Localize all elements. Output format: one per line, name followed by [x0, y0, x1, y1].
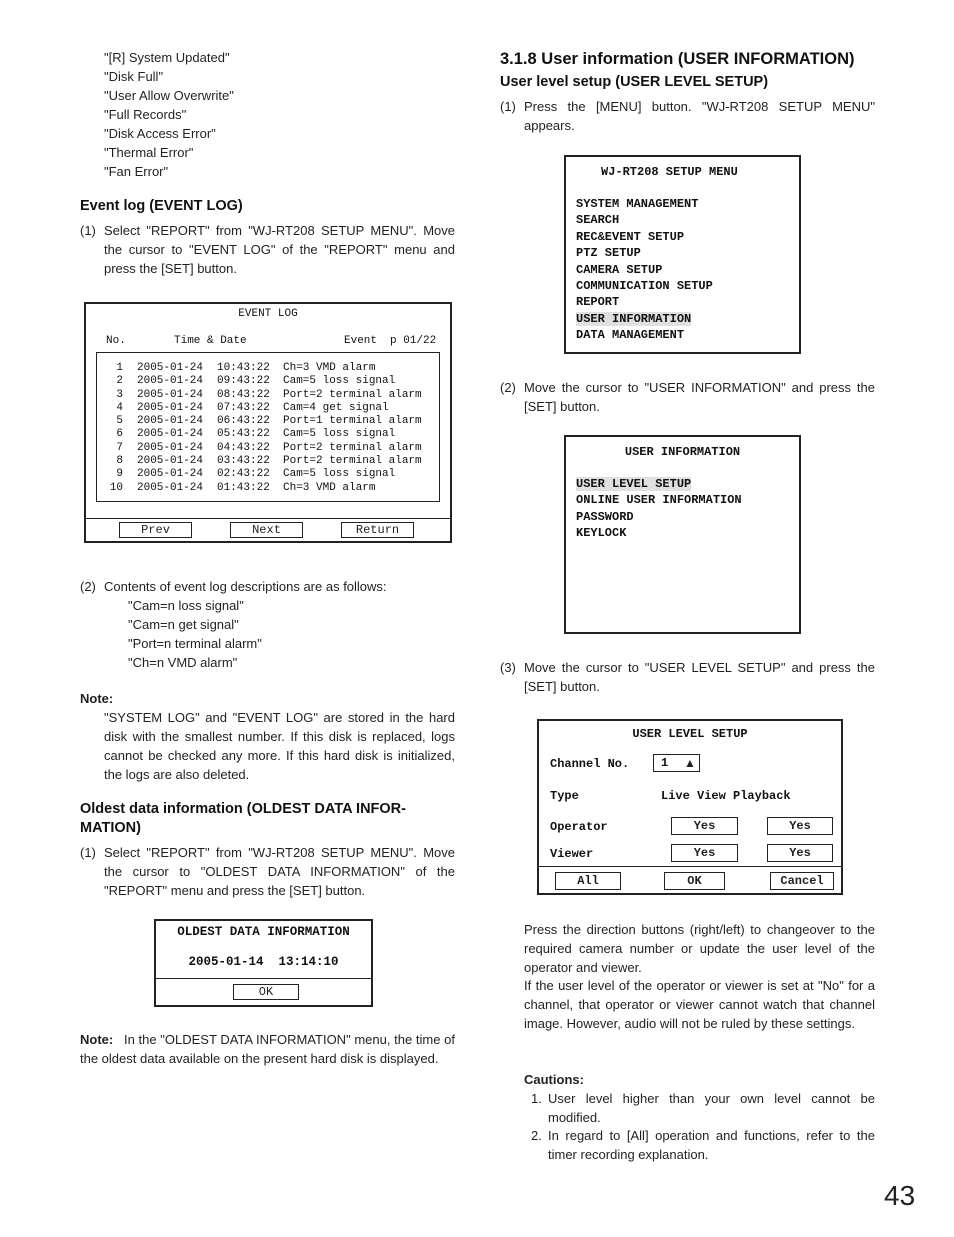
oldest-data-screen [154, 919, 373, 1007]
row-event: Cam=5 loss signal [283, 468, 396, 481]
column-header-no: No. [106, 335, 126, 347]
row-time: 03:43:22 [217, 455, 270, 468]
oldest-data-heading [80, 800, 450, 838]
setup-menu-title: WJ-RT208 SETUP MENU [601, 165, 738, 179]
row-event: Port=1 terminal alarm [283, 415, 422, 428]
oldest-data-heading-line1: Oldest data information (OLDEST DATA INFOR- [80, 801, 406, 817]
event-log-step1-text: Select "REPORT" from "WJ-RT208 SETUP MENU". Move the cursor to "EVENT LOG" of the "REPORT" menu and press the [SET] button. [104, 223, 455, 276]
row-no: 2 [116, 375, 123, 388]
row-time: 07:43:22 [217, 401, 270, 414]
menu-item-user-level-setup-label: USER LEVEL SETUP [576, 477, 692, 491]
page-number: 43 [884, 1180, 916, 1211]
type-header: Live View Playback [661, 789, 791, 803]
step1-number: (1) [500, 99, 516, 114]
row-no: 6 [116, 428, 123, 441]
row-date: 2005-01-24 [137, 375, 204, 388]
menu-item-user-level-setup[interactable] [576, 476, 742, 492]
table-row [101, 468, 443, 481]
row-event: Ch=3 VMD alarm [283, 362, 376, 374]
event-log-heading: Event log (EVENT LOG) [80, 198, 243, 214]
divider [86, 518, 450, 519]
row-event: Port=2 terminal alarm [283, 388, 422, 401]
paragraph-user-level-no: If the user level of the operator or viewer is set at "No" for a channel, that operator or viewer cannot watch that channel image. However, audio will not be ruled by these settings. [524, 978, 875, 1031]
step2-text: Move the cursor to "USER INFORMATION" and press the [SET] button. [524, 380, 875, 414]
prev-button[interactable]: Prev [119, 522, 192, 538]
row-time: 10:43:22 [217, 362, 270, 374]
step2-number: (2) [500, 380, 516, 395]
menu-item-search[interactable]: SEARCH [576, 213, 620, 228]
sub-heading: User level setup (USER LEVEL SETUP) [500, 74, 769, 90]
row-time: 05:43:22 [217, 428, 270, 441]
status-message-list [104, 48, 404, 181]
oldest-data-title: OLDEST DATA INFORMATION [177, 925, 350, 939]
step3-number: (3) [500, 660, 516, 675]
row-no: 3 [116, 388, 123, 401]
row-date: 2005-01-24 [137, 428, 204, 441]
list-item: "Cam=n get signal" [128, 617, 239, 632]
row-no: 1 [116, 362, 123, 374]
menu-item-user-information-label: USER INFORMATION [576, 311, 692, 326]
setup-menu-list [576, 196, 713, 344]
list-item: "Thermal Error" [104, 145, 194, 160]
table-row [101, 482, 443, 495]
viewer-live-view-toggle[interactable]: Yes [671, 844, 738, 862]
step1-text: Press the [MENU] button. "WJ-RT208 SETUP MENU" appears. [524, 99, 875, 133]
row-date: 2005-01-24 [137, 401, 204, 414]
table-row [101, 402, 443, 415]
row-date: 2005-01-24 [137, 468, 204, 481]
menu-item-user-information[interactable] [576, 311, 713, 327]
user-information-list [576, 476, 742, 542]
type-label: Type [550, 789, 579, 803]
row-no: 4 [116, 401, 123, 414]
user-level-setup-screen [537, 719, 843, 895]
user-information-title: USER INFORMATION [624, 445, 741, 459]
menu-item-data-management[interactable]: DATA MANAGEMENT [576, 328, 685, 343]
list-item: "[R] System Updated" [104, 50, 230, 65]
row-time: 06:43:22 [217, 415, 270, 428]
table-row [101, 428, 443, 441]
table-row [101, 455, 443, 468]
menu-item-system-management[interactable]: SYSTEM MANAGEMENT [576, 197, 699, 211]
menu-item-rec-event-setup[interactable]: REC&EVENT SETUP [576, 229, 685, 244]
column-header-event: Event [344, 335, 378, 347]
setup-menu-screen [564, 155, 801, 354]
list-item: "Port=n terminal alarm" [128, 636, 262, 651]
table-row [101, 362, 443, 375]
viewer-label: Viewer [550, 847, 594, 861]
list-item: "Full Records" [104, 107, 187, 122]
row-no: 10 [109, 481, 123, 494]
cancel-button[interactable]: Cancel [770, 872, 834, 890]
oldest-data-heading-line2: MATION) [80, 820, 141, 836]
operator-playback-toggle[interactable]: Yes [767, 817, 833, 835]
row-time: 08:43:22 [217, 388, 270, 401]
operator-label: Operator [550, 820, 608, 834]
all-button[interactable]: All [555, 872, 621, 890]
row-event: Ch=3 VMD alarm [283, 481, 376, 494]
row-date: 2005-01-24 [137, 362, 204, 374]
caution-1-number: 1. [531, 1091, 542, 1106]
oldest-step1-text: Select "REPORT" from "WJ-RT208 SETUP MENU". Move the cursor to "OLDEST DATA INFORMATION" of the "REPORT" menu and press the [SET] button. [104, 845, 455, 898]
operator-live-view-toggle[interactable]: Yes [671, 817, 738, 835]
user-level-setup-title: USER LEVEL SETUP [632, 727, 748, 741]
caution-2-text: In regard to [All] operation and functions, refer to the timer recording explanation. [548, 1128, 875, 1162]
list-item: "Ch=n VMD alarm" [128, 655, 238, 670]
row-time: 04:43:22 [217, 441, 270, 454]
event-log-title: EVENT LOG [238, 308, 298, 320]
row-date: 2005-01-24 [137, 455, 204, 468]
menu-item-password[interactable]: PASSWORD [576, 509, 634, 524]
row-event: Cam=5 loss signal [283, 428, 396, 441]
up-arrow-icon[interactable]: ▲ [684, 756, 696, 770]
oldest-data-value: 2005-01-14 13:14:10 [188, 955, 339, 969]
caution-1-text: User level higher than your own level cannot be modified. [548, 1091, 875, 1125]
divider [156, 978, 371, 979]
row-event: Cam=5 loss signal [283, 375, 396, 388]
caution-2-number: 2. [531, 1128, 542, 1143]
row-event: Port=2 terminal alarm [283, 441, 422, 454]
note-label: Note: [80, 1032, 114, 1047]
table-row [101, 415, 443, 428]
channel-select[interactable] [653, 754, 700, 772]
menu-item-communication-setup[interactable]: COMMUNICATION SETUP [576, 279, 713, 294]
row-time: 02:43:22 [217, 468, 270, 481]
step3-text: Move the cursor to "USER LEVEL SETUP" and press the [SET] button. [524, 660, 875, 694]
note-text: "SYSTEM LOG" and "EVENT LOG" are stored in the hard disk with the smallest number. If this disk is replaced, logs cannot be checked any more. If this hard disk is initialized, the logs are also deleted. [104, 710, 455, 782]
row-time: 01:43:22 [217, 481, 270, 494]
event-log-screen [84, 302, 452, 543]
note-label: Note: [80, 691, 114, 706]
menu-item-online-user-information[interactable]: ONLINE USER INFORMATION [576, 493, 742, 508]
event-log-step1-number: (1) [80, 223, 96, 238]
note-text [80, 1030, 455, 1068]
cautions-label: Cautions: [524, 1072, 584, 1087]
column-header-time-date: Time & Date [174, 335, 247, 347]
row-no: 7 [116, 441, 123, 454]
table-row [101, 442, 443, 455]
row-time: 09:43:22 [217, 375, 270, 388]
event-log-step2-text: Contents of event log descriptions are as follows: [104, 579, 387, 594]
user-information-screen [564, 435, 801, 634]
row-date: 2005-01-24 [137, 388, 204, 401]
ok-button[interactable]: OK [233, 984, 299, 1000]
menu-item-camera-setup[interactable]: CAMERA SETUP [576, 262, 663, 277]
section-heading: 3.1.8 User information (USER INFORMATION) [500, 50, 855, 68]
menu-item-report[interactable]: REPORT [576, 295, 620, 310]
row-no: 9 [116, 468, 123, 481]
row-no: 8 [116, 455, 123, 468]
row-date: 2005-01-24 [137, 441, 204, 454]
paragraph-direction-buttons: Press the direction buttons (right/left) to changeover to the required camera number or update the user level of the operator and viewer. [524, 922, 875, 975]
ok-button[interactable]: OK [664, 872, 725, 890]
row-event: Port=2 terminal alarm [283, 455, 422, 468]
event-log-step2-number: (2) [80, 579, 96, 594]
menu-item-ptz-setup[interactable]: PTZ SETUP [576, 246, 641, 261]
list-item: "Fan Error" [104, 164, 169, 179]
menu-item-keylock[interactable]: KEYLOCK [576, 526, 627, 541]
table-row [101, 389, 443, 402]
page-indicator: p 01/22 [390, 335, 437, 347]
row-no: 5 [116, 415, 123, 428]
table-row [101, 375, 443, 388]
row-event: Cam=4 get signal [283, 401, 389, 414]
row-date: 2005-01-24 [137, 481, 204, 494]
return-button[interactable]: Return [341, 522, 414, 538]
list-item: "Cam=n loss signal" [128, 598, 244, 613]
event-log-list [96, 352, 440, 502]
event-description-list [128, 596, 262, 672]
oldest-step1-number: (1) [80, 845, 96, 860]
list-item: "Disk Access Error" [104, 126, 216, 141]
channel-label: Channel No. [550, 757, 630, 771]
next-button[interactable]: Next [230, 522, 303, 538]
channel-value: 1 [661, 756, 669, 770]
divider [539, 866, 841, 867]
list-item: "Disk Full" [104, 69, 164, 84]
row-date: 2005-01-24 [137, 415, 204, 428]
list-item: "User Allow Overwrite" [104, 88, 234, 103]
viewer-playback-toggle[interactable]: Yes [767, 844, 833, 862]
note-text-body: In the "OLDEST DATA INFORMATION" menu, the time of the oldest data available on the present hard disk is displayed. [80, 1032, 455, 1066]
